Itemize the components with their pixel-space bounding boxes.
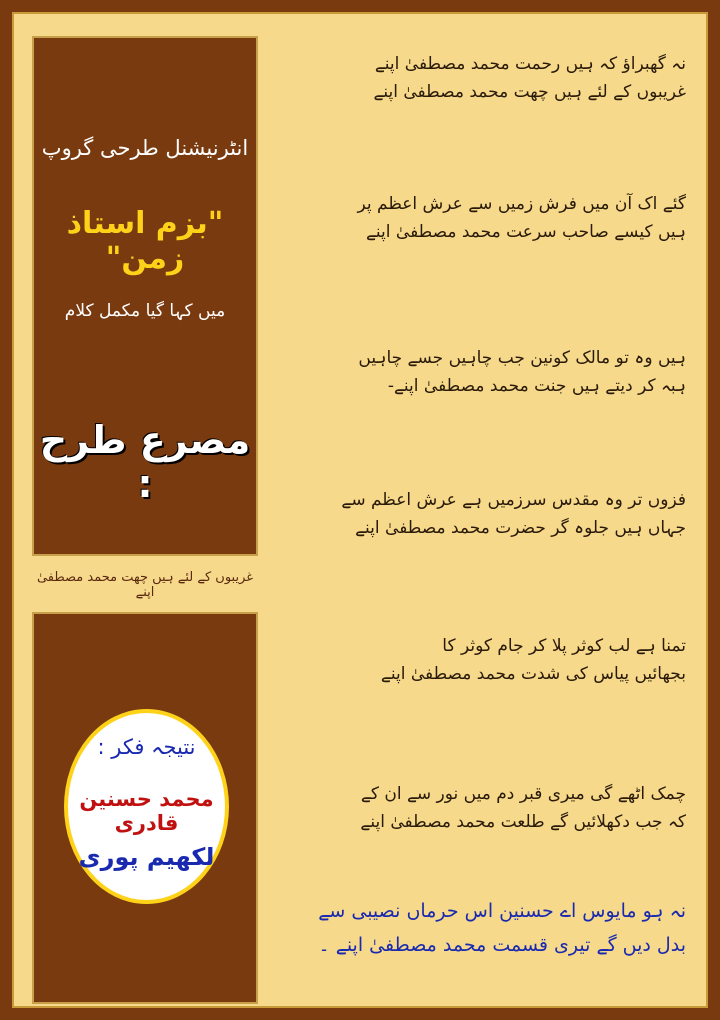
natija-label: نتیجہ فکر :	[97, 735, 196, 759]
verse-2	[296, 190, 686, 246]
verse-7	[296, 894, 686, 962]
verse-line: ہیں کیسے صاحب سرعت محمد مصطفیٰ اپنے	[365, 222, 686, 242]
verse-3	[296, 344, 686, 400]
verse-line: ہبہ کر دیتے ہیں جنت محمد مصطفیٰ اپنے-	[387, 376, 686, 396]
verse-line: بدل دیں گے تیری قسمت محمد مصطفیٰ اپنے ۔	[318, 934, 686, 956]
verse-line: کہ جب دکھلائیں گے طلعت محمد مصطفیٰ اپنے	[360, 812, 686, 832]
verse-line: بجھائیں پیاس کی شدت محمد مصطفیٰ اپنے	[380, 664, 686, 684]
verse-line: فزوں تر وہ مقدس سرزمیں ہے عرش اعظم سے	[341, 490, 686, 510]
credit-oval	[64, 709, 229, 904]
kalam-note: میں کہا گیا مکمل کلام	[64, 301, 226, 321]
info-panel	[32, 36, 258, 556]
bazm-title: "بزم استاذ زمن"	[66, 206, 224, 276]
verse-line: ہیں وہ تو مالک کونین جب چاہیں جسے چاہیں	[358, 348, 686, 368]
verse-line: نہ ہو مایوس اے حسنین اس حرماں نصیبی سے	[318, 900, 686, 922]
verse-line: نہ گھبراؤ کہ ہیں رحمت محمد مصطفیٰ اپنے	[374, 54, 686, 74]
verse-4	[296, 486, 686, 542]
misra-title: مصرع طرح :	[39, 418, 251, 506]
group-title: انٹرنیشنل طرحی گروپ	[41, 136, 249, 160]
verse-line: تمنا ہے لب کوثر پلا کر جام کوثر کا	[442, 636, 686, 656]
verse-1	[296, 50, 686, 106]
poet-place: لکھیم پوری	[78, 843, 215, 871]
verse-5	[296, 632, 686, 688]
poet-name: محمد حسنین قادری	[79, 787, 214, 835]
verse-line: غریبوں کے لئے ہیں چھت محمد مصطفیٰ اپنے	[373, 82, 686, 102]
misra-text: غریبوں کے لئے ہیں چھت محمد مصطفیٰ اپنے	[36, 570, 254, 600]
verse-line: گئے اک آن میں فرش زمیں سے عرش اعظم پر	[357, 194, 686, 214]
credit-panel	[32, 612, 258, 1004]
poster-page	[12, 12, 708, 1008]
verse-6	[296, 780, 686, 836]
verse-line: جہاں ہیں جلوہ گر حضرت محمد مصطفیٰ اپنے	[355, 518, 686, 538]
verse-line: چمک اٹھے گی میری قبر دم میں نور سے ان کے	[360, 784, 686, 804]
